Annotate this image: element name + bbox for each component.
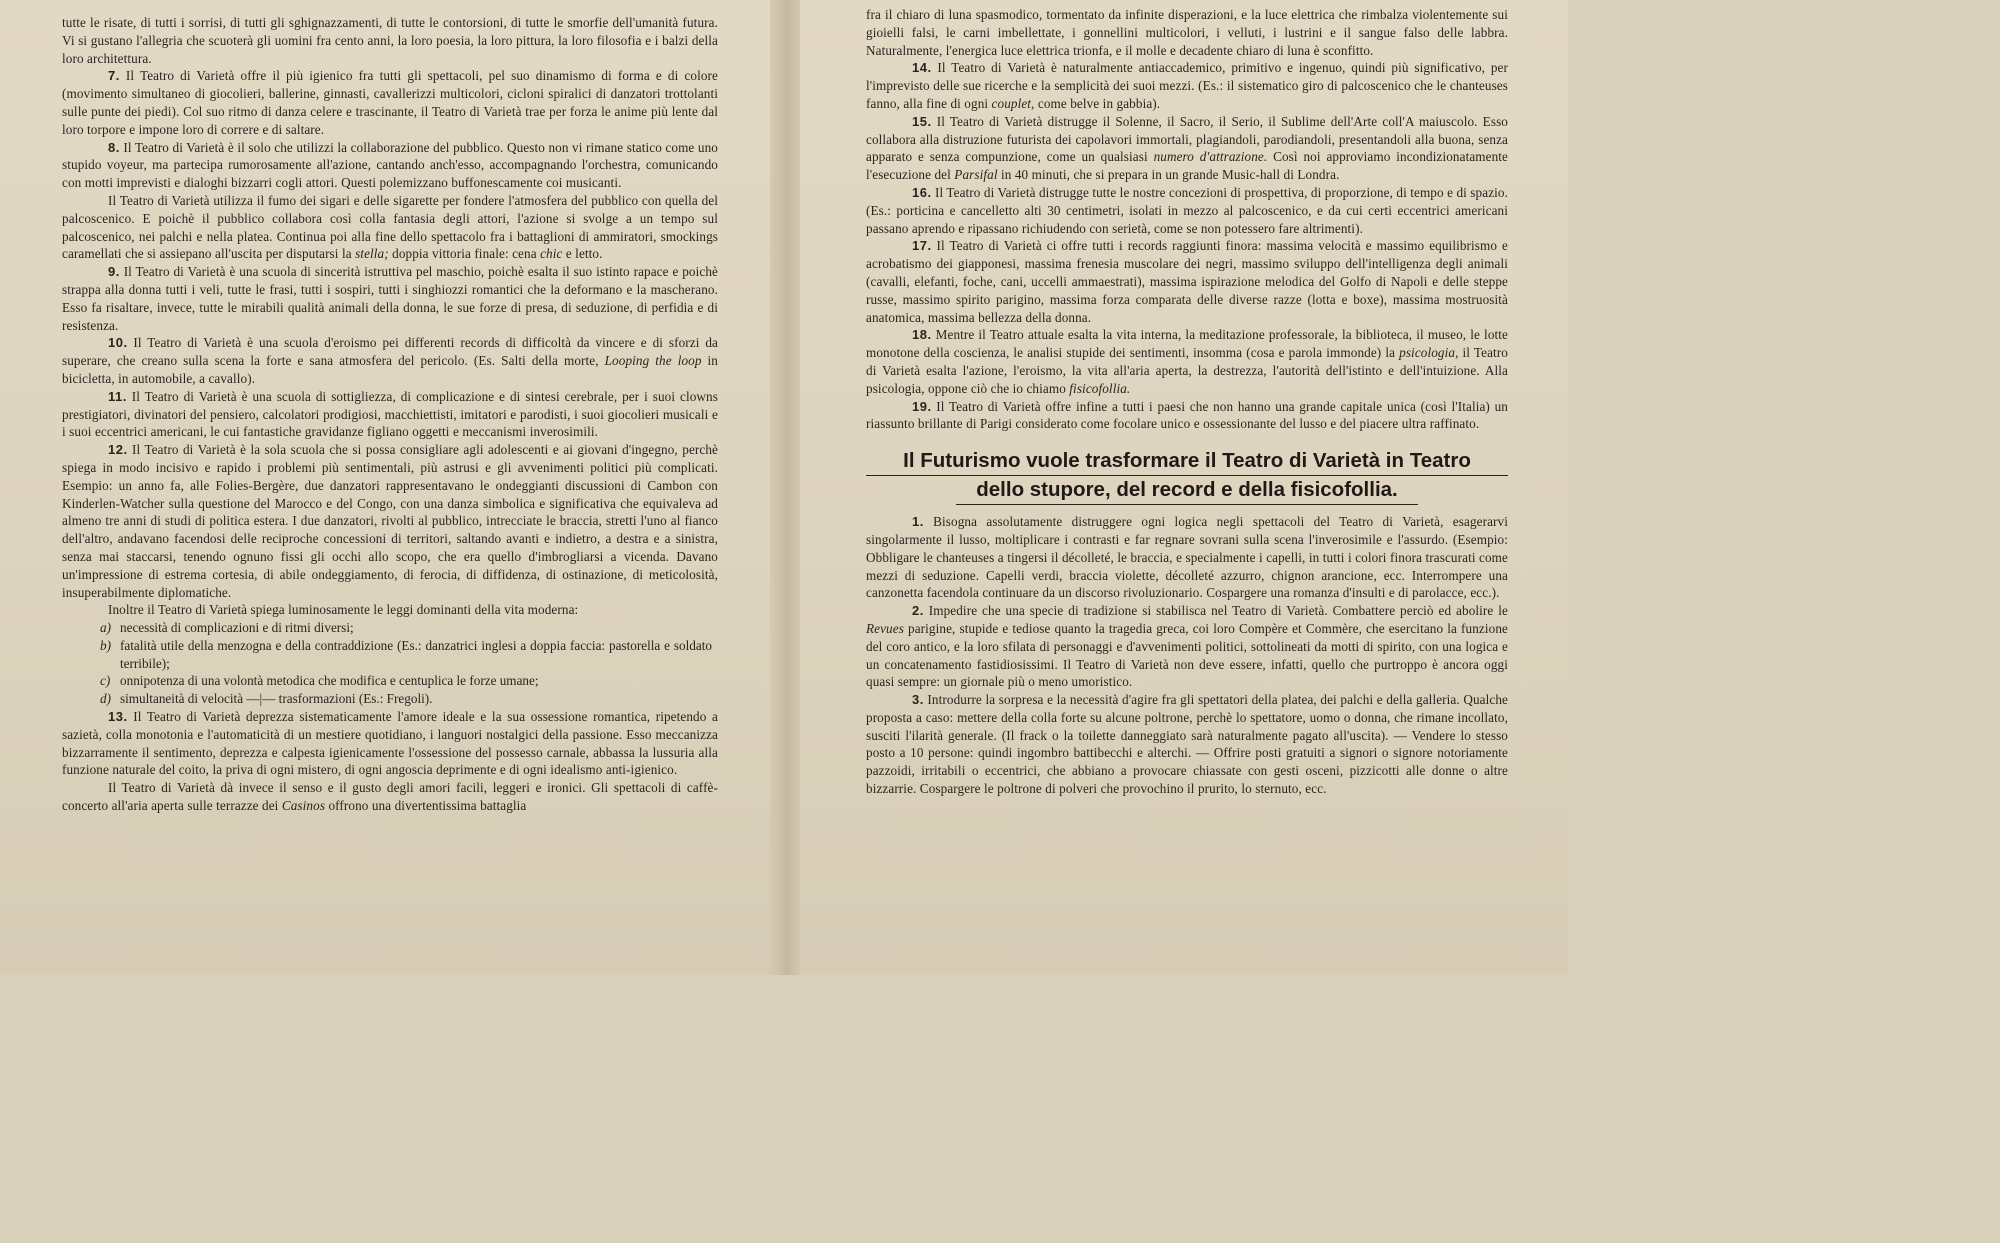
item-number: 10. xyxy=(108,335,128,351)
book-gutter xyxy=(770,0,800,975)
list-item: d) simultaneità di velocità —|— trasformazioni (Es.: Fregoli). xyxy=(100,691,433,707)
item-number: 9. xyxy=(108,264,120,280)
item-number: 8. xyxy=(108,139,120,155)
modern-life-laws-list xyxy=(62,619,718,708)
paragraph-10: 10. Il Teatro di Varietà è una scuola d'eroismo pei differenti records di difficoltà da vincere e di sforzi da superare, che creano sulla scena la forte e sana atmosfera del pericolo. (Es. Salti della morte, Looping the loop in bicicletta, in automobile, a cavallo). xyxy=(62,335,718,386)
list-item: a) necessità di complicazioni e di ritmi diversi; xyxy=(100,620,354,636)
paragraph-9: 9. Il Teatro di Varietà è una scuola di sincerità istruttiva pel maschio, poichè esalta il suo istinto rapace e poichè strappa alla donna tutti i veli, tutte le frasi, tutti i sospiri, tutti i singhiozzi romantici che la deformano e la mascherano. Esso fa risaltare, invece, tutte le mirabili qualità animali della donna, le sue forze di presa, di seduzione, di perfidia e di resistenza. xyxy=(62,264,718,333)
heading-line-2: dello stupore, del record e della fisicofollia. xyxy=(956,476,1418,505)
item-number: 1. xyxy=(912,514,924,530)
item-number: 19. xyxy=(912,398,932,414)
paragraph-7: 7. Il Teatro di Varietà offre il più igienico fra tutti gli spettacoli, pel suo dinamismo di forma e di colore (movimento simultaneo di giocolieri, ballerine, ginnasti, cavallerizzi multicolori, cicloni spiralici di danzatori trottolanti sulle punte dei piedi). Col suo ritmo di danza celere e trascinante, il Teatro di Varietà trae per forza le anime più lente dal loro torpore e impone loro di correre e di saltare. xyxy=(62,68,718,137)
item-number: 13. xyxy=(108,709,128,725)
paragraph-8: 8. Il Teatro di Varietà è il solo che utilizzi la collaborazione del pubblico. Questo non vi rimane statico come uno stupido voyeur, ma partecipa rumorosamente all'azione, cantando anch'esso, accompagnando l'orchestra, comunicando con motti imprevisti e dialoghi bizzarri cogli attori. Questi polemizzano buffonescamente coi musicanti. xyxy=(62,139,718,191)
paragraph-17: 17. Il Teatro di Varietà ci offre tutti i records raggiunti finora: massima velocità e massimo equilibrismo e acrobatismo dei giapponesi, massima frenesia muscolare dei negri, massimo sviluppo dell'intelligenza degli animali (cavalli, elefanti, foche, cani, uccelli ammaestrati), massima ispirazione melodica del Golfo di Napoli e delle steppe russe, massimo spirito parigino, massima forza comparata delle diverse razze (lotta e boxe), massima mostruosità anatomica, massima bellezza della donna. xyxy=(866,238,1508,325)
right-page xyxy=(800,0,1568,975)
left-page xyxy=(0,0,770,975)
paragraph-12: 12. Il Teatro di Varietà è la sola scuola che si possa consigliare agli adolescenti e ai giovani d'ingegno, perchè spiega in modo incisivo e rapido i problemi più sentimentali, più astrusi e gli avvenimenti politici più complicati. Esempio: un anno fa, alle Folies-Bergère, due danzatori rappresentavano le ondeggianti discussioni di Cambon con Kinderlen-Watcher sulla questione del Marocco e del Congo, con una danza simbolica e significativa che equivaleva ad almeno tre anni di studi di politica estera. I due danzatori, rivolti al pubblico, intrecciate le braccia, stretti l'uno al fianco dell'altro, andavano facendosi delle reciproche concessioni di territori, saltando avanti e indietro, a destra e a sinistra, senza mai staccarsi, tenendo ognuno fissi gli occhi allo scopo, che era quello d'imbrogliarsi a vicenda. Davano un'impressione di estrema cortesia, di abile ondeggiamento, di ferocia, di diffidenza, di ostinazione, di meticolosità, insuperabilmente diplomatiche. xyxy=(62,442,718,600)
manifesto-point-3: 3. Introdurre la sorpresa e la necessità d'agire fra gli spettatori della platea, dei palchi e della galleria. Qualche proposta a caso: mettere della colla forte su alcune poltrone, perchè lo spettatore, uomo o donna, che rimane incollato, susciti l'ilarità generale. (Il frack o la toilette danneggiato sarà naturalmente pagato all'uscita). — Vendere lo stesso posto a 10 persone: quindi ingombro battibecchi e alterchi. — Offrire posti gratuiti a signori o signore notoriamente pazzoidi, irritabili o eccentrici, che abbiano a provocare chiassate con gesti osceni, pizzicotti alle donne o altre bizzarrie. Cospargere le poltrone di polveri che provochino il prurito, lo sternuto, ecc. xyxy=(866,692,1508,797)
paragraph-intro: fra il chiaro di luna spasmodico, tormentato da infinite disperazioni, e la luce elettrica che rimbalza violentemente sui gioielli falsi, le carni imbellettate, i gonnellini multicolori, i velluti, i lustrini e il sangue falso delle labbra. Naturalmente, l'energica luce elettrica trionfa, e il molle e decadente chiaro di luna è sconfitto. xyxy=(866,7,1508,58)
list-item: c) onnipotenza di una volontà metodica che modifica e centuplica le forze umane; xyxy=(100,673,539,689)
item-number: 17. xyxy=(912,238,932,254)
item-number: 2. xyxy=(912,603,924,619)
item-number: 15. xyxy=(912,113,932,129)
item-number: 14. xyxy=(912,60,932,76)
item-number: 18. xyxy=(912,327,932,343)
paragraph-8-continued: Il Teatro di Varietà utilizza il fumo dei sigari e delle sigarette per fondere l'atmosfera del pubblico con quella del palcoscenico. E poichè il pubblico collabora così colla fantasia degli attori, l'azione si svolge a un tempo sul palcoscenico, nei palchi e nella platea. Continua poi alla fine dello spettacolo fra i battaglioni di ammiratori, smockings caramellati che si assiepano all'uscita per disputarsi la stella; doppia vittoria finale: cena chic e letto. xyxy=(62,192,718,262)
paragraph-13: 13. Il Teatro di Varietà deprezza sistematicamente l'amore ideale e la sua ossessione romantica, ripetendo a sazietà, colla monotonia e l'automaticità di un mestiere quotidiano, i languori nostalgici della passione. Esso meccanizza bizzarramente il sentimento, deprezza e calpesta igienicamente l'ossessione del possesso carnale, abbassa la lussuria alla funzione naturale del coito, la priva di ogni mistero, di ogni angoscia deprimente e di ogni idealismo anti-igienico. xyxy=(62,709,718,778)
item-number: 11. xyxy=(108,388,127,404)
paragraph-intro: tutte le risate, di tutti i sorrisi, di tutti gli sghignazzamenti, di tutte le contorsioni, di tutte le smorfie dell'umanità futura. Vi si gustano l'allegria che scuoterà gli uomini fra cento anni, la loro poesia, la loro pittura, la loro filosofia e i balzi della loro architettura. xyxy=(62,15,718,66)
item-number: 7. xyxy=(108,68,120,84)
manifesto-point-1: 1. Bisogna assolutamente distruggere ogni logica negli spettacoli del Teatro di Varietà, esagerarvi singolarmente il lusso, moltiplicare i contrasti e far regnare sovrani sulla scena l'inverosimile e l'assurdo. (Esempio: Obbligare le chanteuses a tingersi il décolleté, le braccia, e specialmente i capelli, in tutti i colori finora trascurati come mezzi di seduzione. Capelli verdi, braccia violette, décolleté azzurro, chignon arancione, ecc. Interrompere una canzonetta facendola continuare da un discorso rivoluzionario. Cospargere una romanza d'insulti e di parolacce, ecc.). xyxy=(866,514,1508,601)
paragraph-12-continued: Inoltre il Teatro di Varietà spiega luminosamente le leggi dominanti della vita moderna: xyxy=(108,602,579,618)
paragraph-16: 16. Il Teatro di Varietà distrugge tutte le nostre concezioni di prospettiva, di proporzione, di tempo e di spazio. (Es.: porticina e cancelletto alti 30 centimetri, isolati in mezzo al palcoscenico, e da cui certi eccentrici americani passano aprendo e ripassano richiudendo con serietà, come se non potessero fare altrimenti). xyxy=(866,184,1508,236)
list-item: b) fatalità utile della menzogna e della contraddizione (Es.: danzatrici inglesi a doppia faccia: pastorella e soldato terribile); xyxy=(100,637,712,671)
paragraph-19: 19. Il Teatro di Varietà offre infine a tutti i paesi che non hanno una grande capitale unica (così l'Italia) un riassunto brillante di Parigi considerato come focolare unico e ossessionante del lusso e del piacere ultra raffinato. xyxy=(866,398,1508,432)
item-number: 12. xyxy=(108,442,128,458)
heading-line-1: Il Futurismo vuole trasformare il Teatro di Varietà in Teatro xyxy=(866,447,1508,476)
paragraph-15: 15. Il Teatro di Varietà distrugge il Solenne, il Sacro, il Serio, il Sublime dell'Arte coll'A maiuscolo. Esso collabora alla distruzione futurista dei capolavori immortali, plagiandoli, parodiandoli, presentandoli alla buona, senza apparato e senza compunzione, come un qualsiasi numero d'attrazione. Così noi approviamo incondizionatamente l'esecuzione del Parsifal in 40 minuti, che si prepara in un grande Music-hall di Londra. xyxy=(866,113,1509,183)
manifesto-point-2: 2. Impedire che una specie di tradizione si stabilisca nel Teatro di Varietà. Combattere perciò ed abolire le Revues parigine, stupide e tediose quanto la tragedia greca, coi loro Compère et Commère, che esercitano la funzione del coro antico, e la loro sfilata di personaggi e d'avvenimenti politici, sottolineati da motti di spirito, con una logica e un concatenamento fastidiosissimi. Il Teatro di Varietà non deve essere, infatti, quello che purtroppo è ancora oggi quasi sempre: un giornale più o meno umoristico. xyxy=(866,603,1508,690)
paragraph-14: 14. Il Teatro di Varietà è naturalmente antiaccademico, primitivo e ingenuo, quindi più significativo, per l'imprevisto delle sue ricerche e la semplicità dei suoi mezzi. (Es.: il sistematico giro di palcoscenico che le chanteuses fanno, alla fine di ogni couplet, come belve in gabbia). xyxy=(866,60,1508,111)
section-heading xyxy=(866,447,1508,505)
paragraph-18: 18. Mentre il Teatro attuale esalta la vita interna, la meditazione professorale, la biblioteca, il museo, le lotte monotone della coscienza, le analisi stupide dei sentimenti, insomma (cosa e parola immonde) la psicologia, il Teatro di Varietà esalta l'azione, l'eroismo, la vita all'aria aperta, la destrezza, l'autorità dell'istinto e dell'intuizione. Alla psicologia, oppone ciò che io chiamo fisicofollia. xyxy=(866,327,1508,396)
paragraph-13-continued: Il Teatro di Varietà dà invece il senso e il gusto degli amori facili, leggeri e ironici. Gli spettacoli di caffè-concerto all'aria aperta sulle terrazze dei Casinos offrono una divertentissima battaglia xyxy=(62,780,718,814)
item-number: 3. xyxy=(912,692,924,708)
item-number: 16. xyxy=(912,184,932,200)
paragraph-11: 11. Il Teatro di Varietà è una scuola di sottigliezza, di complicazione e di sintesi cerebrale, per i suoi clowns prestigiatori, divinatori del pensiero, calcolatori prodigiosi, macchiettisti, imitatori e parodisti, i suoi giocolieri musicali e i suoi eccentrici americani, le cui fantastiche gravidanze figliano oggetti e meccanismi inverosimili. xyxy=(62,388,718,440)
